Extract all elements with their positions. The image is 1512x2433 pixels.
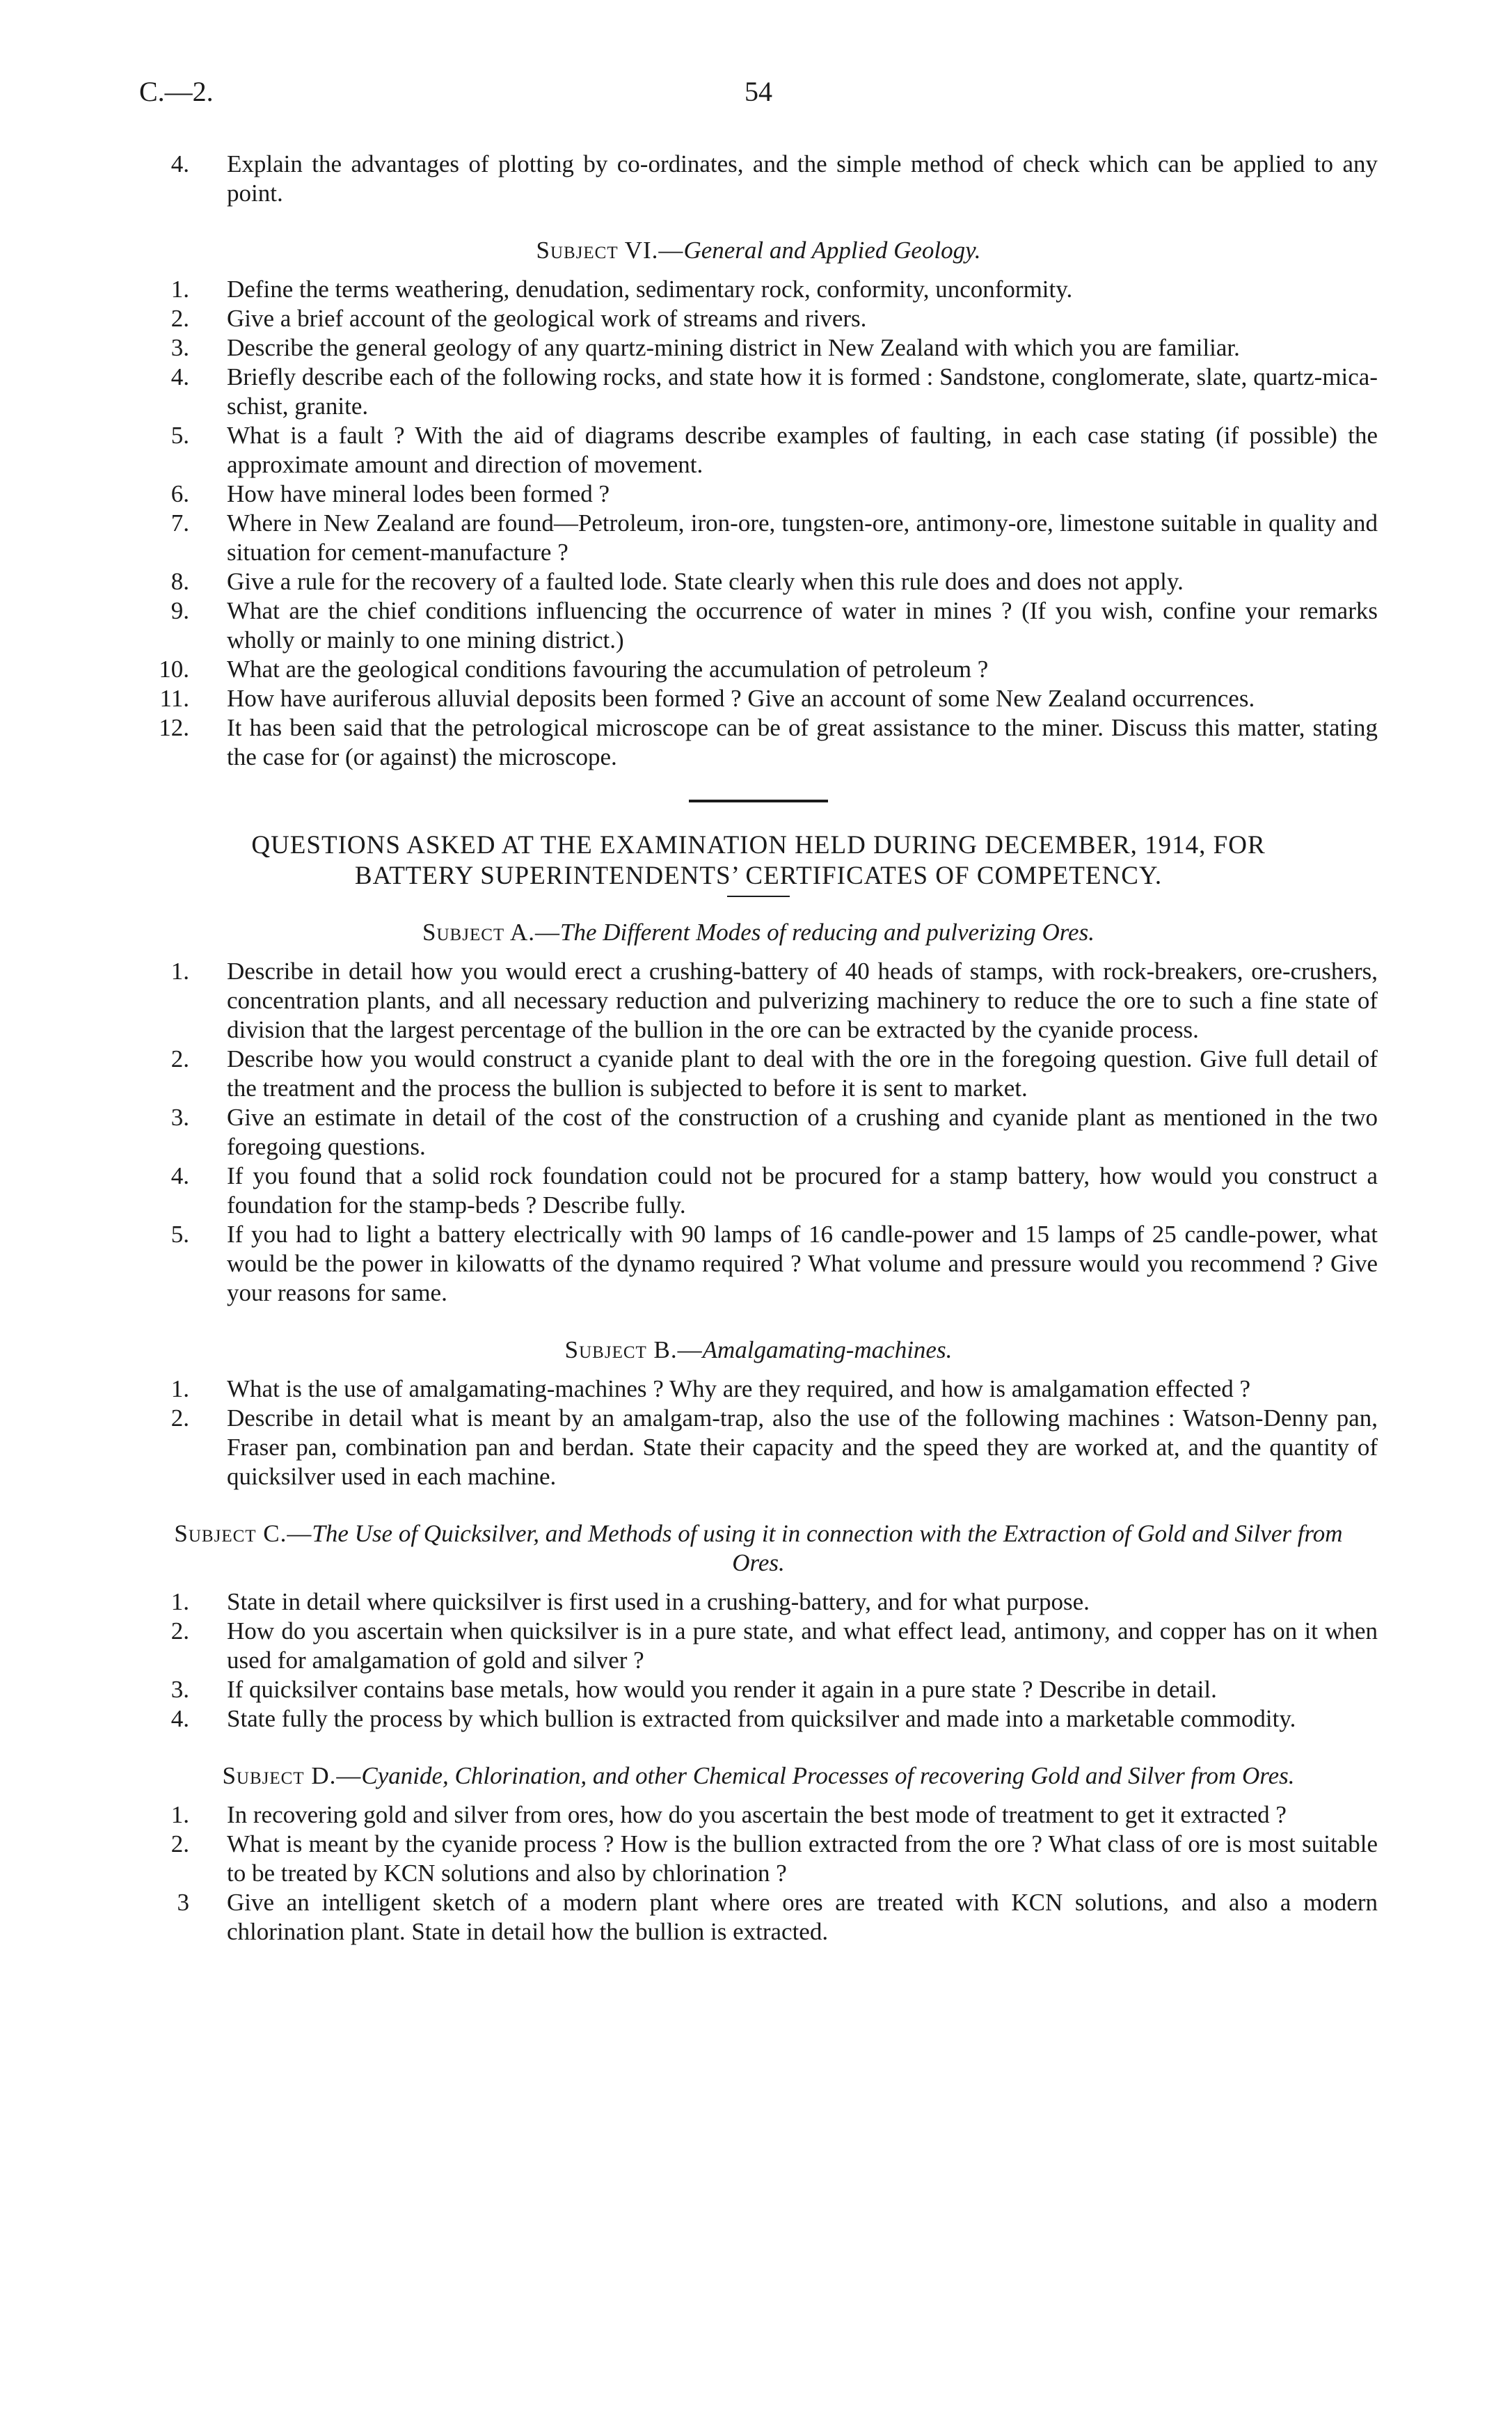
question-number: 4. (170, 150, 189, 177)
subject-heading-b (139, 1336, 1378, 1365)
question-text: Describe how you would construct a cyanide plant to deal with the ore in the foregoing question. Give full detail of the treatment and the process the bullion is subjected to before it is sent to market. (227, 1045, 1378, 1102)
question-number: 1. (170, 958, 189, 985)
page-number: 54 (745, 76, 772, 107)
question-text: Describe in detail how you would erect a crushing-battery of 40 heads of stamps, with rock-breakers, ore-crushers, concentration plants, and all necessary reduction and pulverizing machinery to reduce the ore to such a fine state of division that the largest percentage of the bullion in the ore can be extracted by the cyanide process. (227, 958, 1378, 1043)
question-item (139, 480, 1378, 509)
question-item (139, 1617, 1378, 1675)
heading-divider (727, 896, 790, 897)
question-number: 3 (177, 1889, 189, 1916)
question-text: Define the terms weathering, denudation, sedimentary rock, conformity, unconformity. (227, 276, 1073, 303)
question-number: 5. (170, 1221, 189, 1248)
question-item (139, 1704, 1378, 1734)
subject-vi-questions (139, 275, 1378, 772)
question-text: Describe the general geology of any quartz-mining district in New Zealand with which you are familiar. (227, 334, 1240, 361)
question-number: 10. (159, 656, 189, 683)
question-item (139, 1675, 1378, 1704)
question-item (139, 275, 1378, 304)
question-item (139, 957, 1378, 1045)
question-item (139, 150, 1378, 208)
subject-title: The Use of Quicksilver, and Methods of using it in connection with the Extraction of Gold and Silver from Ores. (312, 1520, 1343, 1576)
question-number: 3. (170, 1676, 189, 1703)
question-number: 2. (170, 305, 189, 332)
question-item (139, 363, 1378, 421)
question-text: What are the geological conditions favouring the accumulation of petroleum ? (227, 656, 989, 683)
question-text: In recovering gold and silver from ores, how do you ascertain the best mode of treatment to get it extracted ? (227, 1801, 1287, 1828)
question-number: 2. (170, 1617, 189, 1645)
question-number: 8. (170, 568, 189, 595)
page-header (139, 75, 1378, 117)
question-text: Explain the advantages of plotting by co-ordinates, and the simple method of check which can be applied to any point. (227, 150, 1378, 207)
section-divider (689, 800, 828, 802)
question-text: State in detail where quicksilver is first used in a crushing-battery, and for what purpose. (227, 1588, 1090, 1615)
document-reference: C.—2. (139, 76, 214, 107)
question-item (139, 655, 1378, 684)
subject-title: Cyanide, Chlorination, and other Chemical Processes of recovering Gold and Silver from Ores. (361, 1762, 1295, 1789)
question-text: What is a fault ? With the aid of diagrams describe examples of faulting, in each case stating (if possible) the approximate amount and direction of movement. (227, 422, 1378, 478)
question-item (139, 1587, 1378, 1617)
question-number: 12. (159, 714, 189, 741)
question-text: What is the use of amalgamating-machines ? Why are they required, and how is amalgamation effected ? (227, 1375, 1251, 1402)
question-text: Give a rule for the recovery of a faulted lode. State clearly when this rule does and does not apply. (227, 568, 1184, 595)
question-item (139, 421, 1378, 480)
question-item (139, 567, 1378, 596)
subject-title: The Different Modes of reducing and pulverizing Ores. (560, 919, 1095, 946)
subject-prefix: Subject VI.— (536, 237, 684, 264)
question-number: 2. (170, 1830, 189, 1857)
question-number: 6. (170, 480, 189, 507)
question-number: 7. (170, 509, 189, 537)
question-item (139, 713, 1378, 772)
question-item (139, 1888, 1378, 1947)
question-number: 1. (170, 276, 189, 303)
question-text: Give an estimate in detail of the cost of the construction of a crushing and cyanide plant as mentioned in the two foregoing questions. (227, 1104, 1378, 1160)
question-text: State fully the process by which bullion is extracted from quicksilver and made into a marketable commodity. (227, 1705, 1296, 1732)
subject-title: Amalgamating-machines. (702, 1336, 953, 1363)
question-number: 5. (170, 422, 189, 449)
subject-prefix: Subject A.— (422, 919, 561, 946)
question-item (139, 1374, 1378, 1404)
examination-heading (139, 830, 1378, 891)
question-number: 3. (170, 334, 189, 361)
question-item (139, 509, 1378, 567)
question-item (139, 1830, 1378, 1888)
question-text: If you had to light a battery electrically with 90 lamps of 16 candle-power and 15 lamps of 25 candle-power, what would be the power in kilowatts of the dynamo required ? What volume and pressure would you recommend ? Give your reasons for same. (227, 1221, 1378, 1306)
question-item (139, 304, 1378, 333)
question-item (139, 1800, 1378, 1830)
question-number: 4. (170, 363, 189, 390)
subject-heading-a (139, 918, 1378, 947)
question-text: Briefly describe each of the following rocks, and state how it is formed : Sandstone, conglomerate, slate, quartz-mica-schist, granite. (227, 363, 1378, 420)
question-number: 3. (170, 1104, 189, 1131)
question-item (139, 333, 1378, 363)
question-number: 4. (170, 1705, 189, 1732)
examination-heading-line: QUESTIONS ASKED AT THE EXAMINATION HELD DURING DECEMBER, 1914, FOR (251, 831, 1266, 859)
question-number: 2. (170, 1404, 189, 1432)
question-text: How have auriferous alluvial deposits been formed ? Give an account of some New Zealand occurrences. (227, 685, 1255, 712)
question-number: 1. (170, 1588, 189, 1615)
question-item (139, 1404, 1378, 1491)
subject-heading-c (167, 1519, 1350, 1578)
question-item (139, 596, 1378, 655)
question-text: If quicksilver contains base metals, how would you render it again in a pure state ? Describe in detail. (227, 1676, 1217, 1703)
question-item (139, 1162, 1378, 1220)
question-item (139, 1220, 1378, 1308)
question-item (139, 684, 1378, 713)
question-text: If you found that a solid rock foundation could not be procured for a stamp battery, how would you construct a foundation for the stamp-beds ? Describe fully. (227, 1162, 1378, 1219)
question-number: 11. (159, 685, 189, 712)
question-text: Give a brief account of the geological work of streams and rivers. (227, 305, 867, 332)
question-item (139, 1045, 1378, 1103)
subject-b-questions (139, 1374, 1378, 1491)
question-text: What is meant by the cyanide process ? How is the bullion extracted from the ore ? What class of ore is most suitable to be treated by KCN solutions and also by chlorination ? (227, 1830, 1378, 1887)
page-content (139, 150, 1378, 1947)
question-text: Describe in detail what is meant by an amalgam-trap, also the use of the following machines : Watson-Denny pan, Fraser pan, combination pan and berdan. State their capacity and the speed they are worked at, and the quantity of quicksilver used in each machine. (227, 1404, 1378, 1490)
question-number: 1. (170, 1375, 189, 1402)
examination-heading-line: BATTERY SUPERINTENDENTS’ CERTIFICATES OF COMPETENCY. (354, 862, 1163, 890)
subject-prefix: Subject C.— (174, 1520, 312, 1547)
question-text: What are the chief conditions influencing the occurrence of water in mines ? (If you wish, confine your remarks wholly or mainly to one mining district.) (227, 597, 1378, 653)
question-text: It has been said that the petrological microscope can be of great assistance to the miner. Discuss this matter, stating the case for (or against) the microscope. (227, 714, 1378, 770)
question-item (139, 1103, 1378, 1162)
question-number: 2. (170, 1045, 189, 1072)
question-text: How do you ascertain when quicksilver is in a pure state, and what effect lead, antimony, and copper has on it when used for amalgamation of gold and silver ? (227, 1617, 1378, 1674)
subject-heading-d (139, 1761, 1378, 1791)
subject-a-questions (139, 957, 1378, 1308)
question-number: 4. (170, 1162, 189, 1189)
question-text: Where in New Zealand are found—Petroleum, iron-ore, tungsten-ore, antimony-ore, limestone suitable in quality and situation for cement-manufacture ? (227, 509, 1378, 566)
subject-d-questions (139, 1800, 1378, 1947)
subject-c-questions (139, 1587, 1378, 1734)
question-text: Give an intelligent sketch of a modern plant where ores are treated with KCN solutions, and also a modern chlorination plant. State in detail how the bullion is extracted. (227, 1889, 1378, 1945)
subject-heading-vi (139, 236, 1378, 265)
question-number: 1. (170, 1801, 189, 1828)
question-number: 9. (170, 597, 189, 624)
subject-title: General and Applied Geology. (683, 237, 981, 264)
question-text: How have mineral lodes been formed ? (227, 480, 610, 507)
subject-prefix: Subject D.— (222, 1762, 362, 1789)
subject-prefix: Subject B.— (564, 1336, 703, 1363)
